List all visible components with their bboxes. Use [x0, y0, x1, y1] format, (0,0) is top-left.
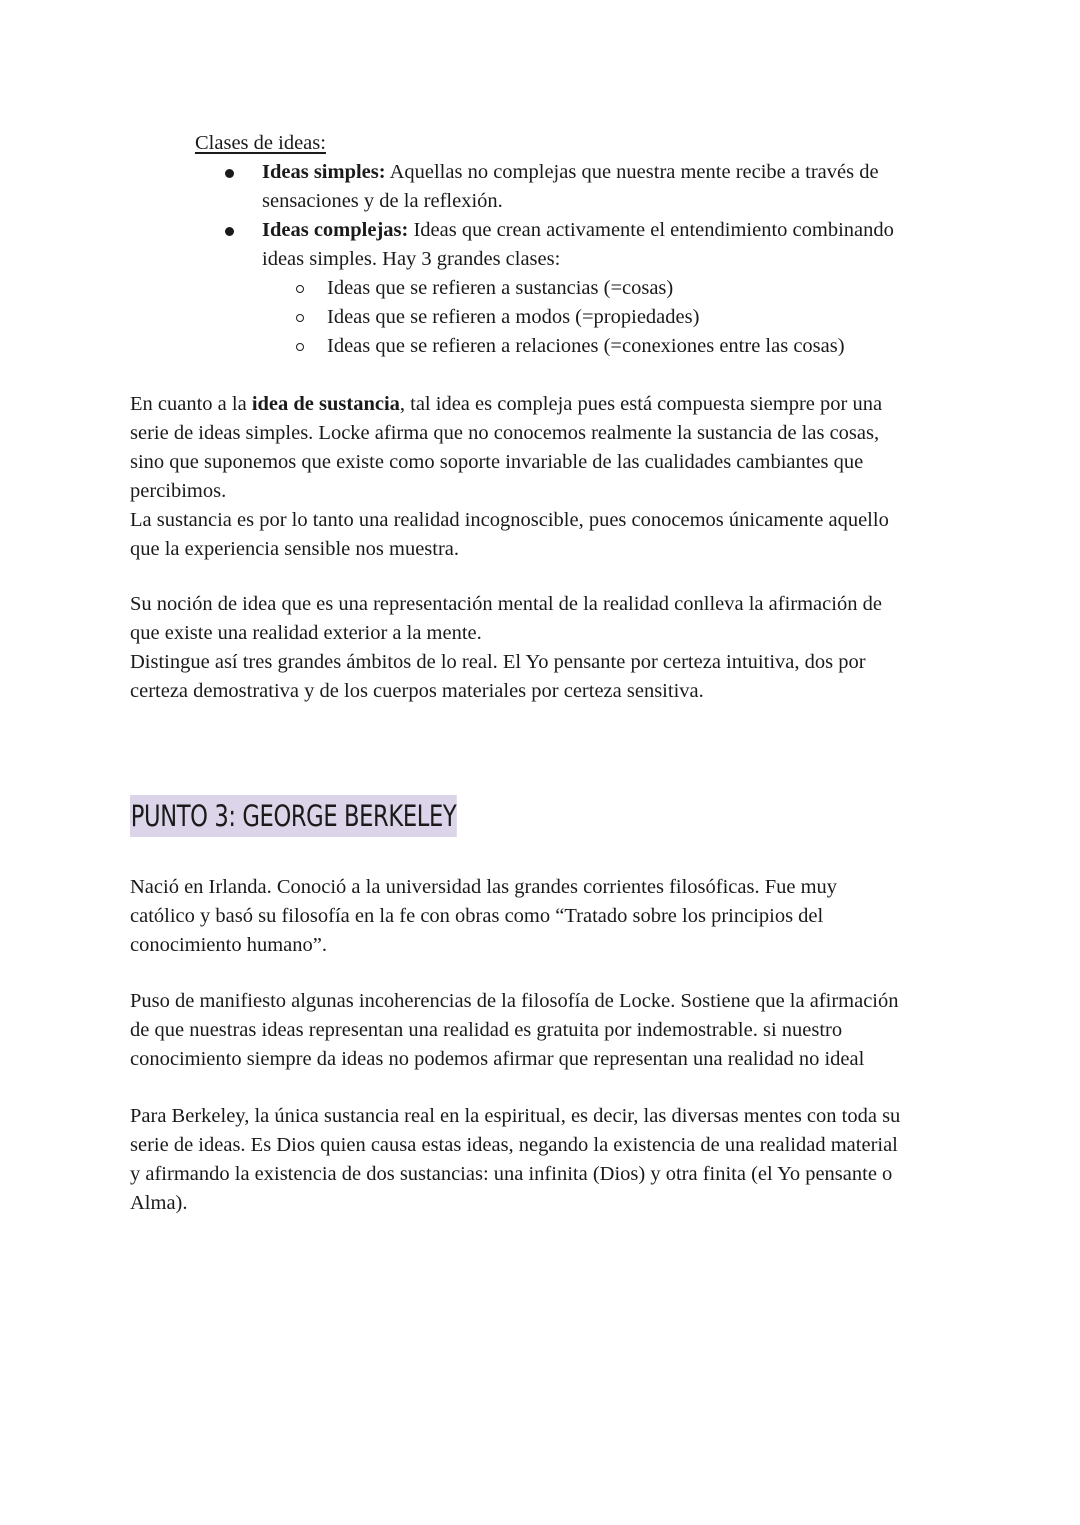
paragraph-substance [130, 390, 960, 564]
paragraph-line: sino que suponemos que existe como soporte invariable de las cualidades cambiantes que [130, 451, 864, 473]
ideas-classes-heading: Clases de ideas: [195, 132, 326, 154]
paragraph-line [130, 390, 960, 419]
sublist-item-relations [327, 332, 967, 361]
paragraph-line: Distingue así tres grandes ámbitos de lo real. El Yo pensante por certeza intuitiva, dos por [130, 651, 866, 673]
paragraph-berkeley-critique [130, 987, 960, 1074]
paragraph-line: que existe una realidad exterior a la mente. [130, 622, 482, 644]
circle-bullet-icon [296, 343, 304, 351]
complex-ideas-term: Ideas complejas: [262, 219, 409, 241]
paragraph-line: Nació en Irlanda. Conoció a la universidad las grandes corrientes filosóficas. Fue muy [130, 876, 838, 898]
sublist-item-text: Ideas que se refieren a modos (=propiedades) [327, 306, 700, 328]
text-run: En cuanto a la [130, 393, 252, 415]
simple-ideas-line2: sensaciones y de la reflexión. [262, 190, 503, 212]
paragraph-line: conocimiento humano”. [130, 934, 327, 956]
paragraph-line: católico y basó su filosofía en la fe con obras como “Tratado sobre los principios del [130, 905, 824, 927]
paragraph-line: certeza demostrativa y de los cuerpos materiales por certeza sensitiva. [130, 680, 704, 702]
paragraph-line: percibimos. [130, 480, 227, 502]
list-item-complex-ideas [262, 216, 952, 274]
sublist-item-text: Ideas que se refieren a relaciones (=conexiones entre las cosas) [327, 335, 845, 357]
bold-term: idea de sustancia [251, 393, 400, 415]
sublist-item-substances [327, 274, 967, 303]
paragraph-line: y afirmando la existencia de dos sustancias: una infinita (Dios) y otra finita (el Yo pensante o [130, 1163, 893, 1185]
list-item-simple-ideas [262, 158, 952, 216]
paragraph-berkeley-bio [130, 873, 960, 960]
section-heading: PUNTO 3: GEORGE BERKELEY [130, 795, 457, 837]
bullet-icon [225, 169, 234, 178]
circle-bullet-icon [296, 314, 304, 322]
paragraph-line: serie de ideas. Es Dios quien causa estas ideas, negando la existencia de una realidad material [130, 1134, 898, 1156]
simple-ideas-line1 [262, 158, 952, 187]
paragraph-line: Su noción de idea que es una representación mental de la realidad conlleva la afirmación de [130, 593, 882, 615]
complex-ideas-text: Ideas que crean activamente el entendimiento combinando [408, 219, 894, 241]
complex-ideas-line2: ideas simples. Hay 3 grandes clases: [262, 248, 561, 270]
paragraph-line: serie de ideas simples. Locke afirma que no conocemos realmente la sustancia de las cosas, [130, 422, 880, 444]
paragraph-line: Para Berkeley, la única sustancia real en la espiritual, es decir, las diversas mentes con toda su [130, 1105, 901, 1127]
complex-ideas-line1 [262, 216, 952, 245]
paragraph-line: que la experiencia sensible nos muestra. [130, 538, 460, 560]
paragraph-notion [130, 590, 960, 706]
paragraph-line: La sustancia es por lo tanto una realidad incognoscible, pues conocemos únicamente aquello [130, 509, 889, 531]
simple-ideas-text: Aquellas no complejas que nuestra mente recibe a través de [385, 161, 879, 183]
bullet-icon [225, 227, 234, 236]
sublist-item-modes [327, 303, 967, 332]
paragraph-line: Alma). [130, 1192, 188, 1214]
paragraph-line: de que nuestras ideas representan una realidad es gratuita por indemostrable. si nuestro [130, 1019, 843, 1041]
simple-ideas-term: Ideas simples: [262, 161, 386, 183]
text-run: , tal idea es compleja pues está compuesta siempre por una [399, 393, 883, 415]
sublist-item-text: Ideas que se refieren a sustancias (=cosas) [327, 277, 674, 299]
paragraph-berkeley-substance [130, 1102, 960, 1218]
paragraph-line: conocimiento siempre da ideas no podemos afirmar que representan una realidad no ideal [130, 1048, 865, 1070]
paragraph-line: Puso de manifiesto algunas incoherencias de la filosofía de Locke. Sostiene que la afirmación [130, 990, 899, 1012]
circle-bullet-icon [296, 285, 304, 293]
